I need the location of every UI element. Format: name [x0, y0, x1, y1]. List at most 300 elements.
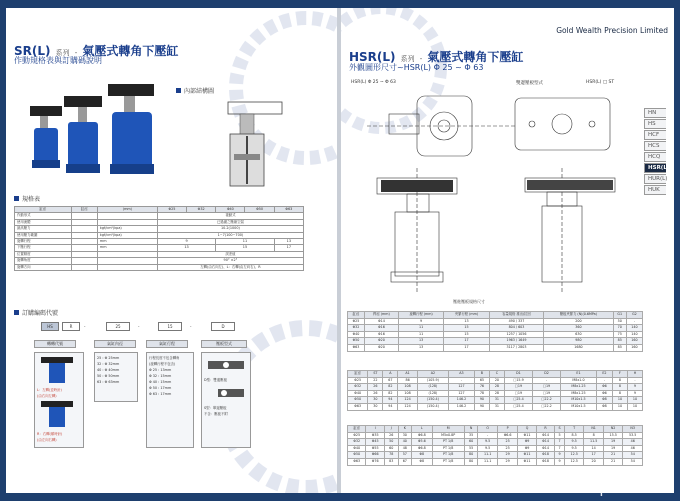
table-cell: 9	[627, 384, 642, 391]
tab-huk[interactable]: HUK	[644, 185, 666, 195]
table-header-row	[348, 371, 643, 378]
table-cell: Φ14	[536, 439, 554, 446]
table-cell: 8	[612, 377, 627, 384]
table-cell: 9	[555, 452, 565, 459]
bullet-square-icon	[14, 310, 19, 315]
table-cell: 15	[444, 325, 489, 332]
rotation-options: L：左轉(逆時針) (由右向左轉) R：右轉(順時針) (由左向右轉)	[34, 352, 84, 448]
table-cell: □25.4	[504, 403, 532, 410]
table-cell: 160	[626, 338, 642, 345]
title-prefix: HSR(L)	[349, 50, 396, 64]
spec-table	[14, 206, 304, 271]
table-cell: 30	[368, 403, 383, 410]
table-cell: 50	[613, 318, 626, 325]
table-cell: 15	[216, 245, 274, 251]
code-box-model: HS	[41, 322, 59, 331]
table-cell: M8x1.25	[561, 384, 597, 391]
table-row	[348, 377, 643, 384]
table-cell: 10	[612, 403, 627, 410]
table-cell: 26	[368, 384, 383, 391]
table-cell: PT 1/8	[432, 452, 464, 459]
table-cell: 31	[489, 397, 504, 404]
table-row	[348, 344, 643, 351]
bullet-square-icon	[176, 88, 181, 93]
table-cell: 65	[474, 377, 489, 384]
spec-heading: 規格表	[14, 194, 40, 203]
table-cell: 7	[555, 439, 565, 446]
table-cell: 31	[489, 403, 504, 410]
table-cell: 作動形式	[15, 213, 72, 219]
table-row	[348, 325, 643, 332]
table-cell: Φ11	[518, 458, 536, 465]
table-cell: Φ14	[536, 445, 554, 452]
table-header-row	[348, 312, 643, 319]
table-header-cell: G2	[626, 312, 642, 319]
tab-hcf[interactable]: HCF	[644, 130, 666, 140]
order-code-heading: 訂購編碼代號	[14, 308, 58, 317]
cylinder-small	[30, 106, 62, 168]
table-row	[348, 403, 643, 410]
table-cell: 26	[368, 390, 383, 397]
table-cell: kgf/cm²(kpa)	[97, 226, 157, 232]
title-main: 氣壓式轉角下壓缸	[82, 44, 179, 58]
table-row	[348, 390, 643, 397]
table-cell: Φ20	[364, 344, 398, 351]
table-cell: 11.1	[478, 458, 498, 465]
table-cell: (128)	[417, 384, 448, 391]
table-cell: Φ9	[518, 439, 536, 446]
title-prefix: SR(L)	[14, 44, 51, 58]
bore-option: 50 : Φ 50mm	[97, 374, 120, 378]
table-header-cell: D2	[532, 371, 560, 378]
table-cell: Φ50	[348, 452, 366, 459]
table-cell: 980	[544, 338, 613, 345]
table-row	[348, 432, 643, 439]
table-cell: M8x1.0	[561, 377, 597, 384]
table-cell: Φ9	[518, 445, 536, 452]
table-header-cell: N2	[603, 426, 623, 433]
rotation-diagram-icon	[37, 355, 77, 385]
table-cell: -	[449, 377, 475, 384]
table-cell: 54	[623, 452, 643, 459]
code-separator: -	[138, 324, 140, 329]
table-row	[348, 445, 643, 452]
stroke-options	[146, 352, 194, 448]
table-cell: Φ63	[348, 458, 366, 465]
cylinder-medium	[64, 96, 102, 173]
table-header-cell: G1	[613, 312, 626, 319]
table-header-cell: O	[478, 426, 498, 433]
table-cell: 26	[384, 432, 398, 439]
table-cell: 80	[464, 458, 478, 465]
title-separator: -	[419, 55, 423, 63]
table-cell: 17	[444, 344, 489, 351]
table-cell: Φ8	[596, 403, 612, 410]
table-cell: 1963 / 1649	[489, 338, 544, 345]
bore-options	[94, 352, 138, 402]
table-cell: 146.2	[449, 397, 475, 404]
table-header-cell: Φ40	[216, 207, 245, 213]
table-cell	[97, 264, 157, 270]
table-cell: 57	[398, 452, 412, 459]
table-cell: 90° ±2°	[157, 258, 303, 264]
table-cell: 誤差值	[157, 251, 303, 257]
table-cell: □15.9	[504, 377, 532, 384]
option-head-stroke: 氣缸行程	[146, 340, 188, 348]
table-cell: 複動式	[157, 213, 303, 219]
table-cell: 124	[398, 397, 417, 404]
table-cell: Φ40	[348, 331, 365, 338]
table-cell: 25	[497, 445, 517, 452]
stroke-option: (旋轉行程不包含)	[149, 362, 176, 366]
tab-hn[interactable]: HN	[644, 108, 666, 118]
table-header-cell: L	[412, 426, 432, 433]
option-head-bore: 氣缸內徑	[94, 340, 136, 348]
internal-structure-drawing	[206, 94, 296, 194]
table-header-cell: 夾緊行程 (mm)	[444, 312, 489, 319]
table-cell: Φ8	[412, 452, 432, 459]
table-cell: 最高壓力	[15, 226, 72, 232]
table-header-cell: 缸徑	[71, 207, 97, 213]
table-cell: 1~7(100~700)	[157, 232, 303, 238]
table-cell: 50	[384, 439, 398, 446]
table-cell: 83	[384, 458, 398, 465]
company-name: Gold Wealth Precision Limited	[556, 26, 668, 35]
stroke-option: Φ 63 : 17mm	[149, 392, 172, 396]
table-cell: 28	[489, 390, 504, 397]
table-row	[348, 318, 643, 325]
table-header-cell: Φ63	[274, 207, 303, 213]
table-cell: Φ8	[596, 397, 612, 404]
table-cell: (150.4)	[417, 403, 448, 410]
table-header-cell: Φ32	[187, 207, 216, 213]
code-separator: -	[84, 324, 86, 329]
table-header-cell: T	[564, 426, 584, 433]
table-cell: 1680	[544, 344, 613, 351]
watermark: china.makepolo.com	[507, 479, 672, 497]
table-cell: 67	[383, 377, 398, 384]
table-cell: 76	[474, 384, 489, 391]
code-box-stroke: 15	[158, 322, 182, 331]
table-cell: 90	[474, 397, 489, 404]
table-cell: 29	[497, 458, 517, 465]
stroke-option: 行程長度不包含轉角	[149, 356, 180, 360]
table-cell: kgf/cm²(kpa)	[97, 232, 157, 238]
bore-option: 25 : Φ 25mm	[97, 356, 120, 360]
table-cell: 60	[384, 445, 398, 452]
table-cell: 127	[449, 390, 475, 397]
table-cell: 11	[216, 239, 274, 245]
table-cell: 108	[398, 384, 417, 391]
table-cell: 15	[444, 331, 489, 338]
table-cell: Φ20	[364, 338, 398, 345]
table-cell: mm	[97, 239, 157, 245]
table-cell: 630	[544, 331, 613, 338]
technical-drawing	[347, 88, 637, 298]
title-separator: -	[74, 49, 78, 57]
table-cell: 9.5	[478, 445, 498, 452]
table-cell: 9	[157, 239, 215, 245]
option-head-rotation: 轉轉代號	[34, 340, 76, 348]
table-cell: 46	[623, 439, 643, 446]
table-cell: 3117 / 2803	[489, 344, 544, 351]
table-header-cell: B	[474, 371, 489, 378]
table-cell: 85	[613, 338, 626, 345]
tab-hcq[interactable]: HCQ	[644, 152, 666, 162]
table-cell: 40	[398, 439, 412, 446]
table-cell: (150.4)	[417, 397, 448, 404]
table-header-cell: A	[383, 371, 398, 378]
table-cell: 78	[474, 390, 489, 397]
table-cell: Φ40	[348, 390, 368, 397]
table-header-cell: N1	[584, 426, 604, 433]
table-cell: 55	[464, 445, 478, 452]
table-header-cell: A2	[417, 371, 448, 378]
tab-hcs[interactable]: HCS	[644, 141, 666, 151]
table-cell: 13	[398, 344, 443, 351]
table-cell: 5	[555, 432, 565, 439]
table-cell: -	[532, 377, 560, 384]
table-cell: M5x0.8P	[432, 432, 464, 439]
table-cell: PT 1/8	[432, 458, 464, 465]
table-cell: Φ5.6	[412, 439, 432, 446]
table-header-cell: 缸徑	[15, 207, 72, 213]
table-cell: M8x1.25	[561, 390, 597, 397]
table-header-cell: E1	[561, 371, 597, 378]
table-cell: 86	[398, 377, 417, 384]
tab-hs[interactable]: HS	[644, 119, 666, 129]
table-cell: Φ32	[348, 325, 365, 332]
table-cell: 124	[398, 403, 417, 410]
table-cell: Φ8	[412, 458, 432, 465]
table-row	[348, 458, 643, 465]
table-header-cell: J	[384, 426, 398, 433]
table-cell: 21	[603, 452, 623, 459]
table-cell: Φ6.6	[497, 432, 517, 439]
dimension-table-2	[347, 370, 643, 411]
table-cell: 75	[613, 331, 626, 338]
table-cell: 11.5	[584, 439, 604, 446]
table-cell: 7	[555, 445, 565, 452]
table-row	[348, 452, 643, 459]
table-cell: 8	[612, 390, 627, 397]
table-cell: Φ14	[364, 318, 398, 325]
table-cell: Φ63	[348, 344, 365, 351]
table-cell: Φ11	[518, 452, 536, 459]
table-header-cell: 容量規格 推出/拉回	[489, 312, 544, 319]
table-cell: 13	[398, 338, 443, 345]
code-box-bore: 25	[106, 322, 130, 331]
table-cell: -	[596, 377, 612, 384]
table-cell: Φ76	[366, 458, 384, 465]
table-cell: -	[627, 377, 642, 384]
table-cell: 53.5	[623, 432, 643, 439]
table-cell: Φ6.8	[412, 432, 432, 439]
table-cell: 11.1	[478, 452, 498, 459]
table-cell: 使用流體	[15, 219, 72, 225]
table-header-cell: M	[432, 426, 464, 433]
stroke-option: Φ 50 : 17mm	[149, 386, 172, 390]
table-cell: 旋轉方向	[15, 264, 72, 270]
table-header-cell: Q	[518, 426, 536, 433]
table-cell: 20	[584, 458, 604, 465]
table-cell: 17	[584, 452, 604, 459]
table-cell: Φ66	[366, 452, 384, 459]
table-cell: 13	[157, 245, 215, 251]
table-header-cell: P	[497, 426, 517, 433]
table-header-cell: 缸徑	[348, 426, 366, 433]
table-cell: 8	[612, 384, 627, 391]
table-header-cell: K	[398, 426, 412, 433]
table-cell: 14	[584, 445, 604, 452]
table-header-row	[348, 426, 643, 433]
table-cell: □19	[532, 390, 560, 397]
stroke-option: Φ 32 : 15mm	[149, 374, 172, 378]
table-cell: 8.5	[564, 432, 584, 439]
table-row	[348, 338, 643, 345]
table-cell: Φ25	[348, 377, 368, 384]
option-head-clamp: 壓板型式	[201, 340, 247, 348]
table-cell: 旋轉行程	[15, 239, 72, 245]
table-cell: 9	[398, 318, 443, 325]
table-cell: 19	[603, 445, 623, 452]
table-cell: 90	[474, 403, 489, 410]
table-cell: □19	[532, 384, 560, 391]
table-row	[348, 331, 643, 338]
bullet-square-icon	[14, 196, 19, 201]
table-header-cell: S	[555, 426, 565, 433]
table-header-cell: F	[612, 371, 627, 378]
table-header-cell: N	[464, 426, 478, 433]
table-cell: Φ18	[536, 452, 554, 459]
table-cell: 804 / 603	[489, 325, 544, 332]
dimension-caption: 壓進壓板規格尺寸	[453, 299, 485, 304]
double-clamp-icon	[204, 355, 248, 375]
table-cell: □22.2	[532, 397, 560, 404]
table-cell: 35	[464, 432, 478, 439]
dimension-table-3	[347, 425, 643, 466]
table-cell: 140	[626, 325, 642, 332]
product-photo	[26, 78, 161, 188]
table-cell: 80	[464, 452, 478, 459]
table-cell: 13	[444, 318, 489, 325]
table-cell: 10.2(1000)	[157, 226, 303, 232]
table-cell: 94	[383, 397, 398, 404]
table-cell: 1257 / 1056	[489, 331, 544, 338]
tab-hurl[interactable]: HUR(L)	[644, 174, 666, 184]
table-cell: 9.5	[564, 445, 584, 452]
table-cell: 25	[497, 439, 517, 446]
table-cell: Φ45	[366, 439, 384, 446]
table-cell: Φ16	[364, 325, 398, 332]
table-cell: (105.9)	[417, 377, 448, 384]
table-cell: -	[626, 318, 642, 325]
table-cell: 82	[383, 390, 398, 397]
view-label: HSR(L) Φ 25 ~ Φ 63	[351, 80, 396, 85]
left-page	[6, 8, 337, 493]
table-cell: Φ25	[348, 432, 366, 439]
right-page	[341, 8, 674, 493]
bore-option: 40 : Φ 40mm	[97, 368, 120, 372]
table-cell: Φ50	[348, 338, 365, 345]
internal-structure-heading: 內部結構圖	[176, 86, 214, 95]
table-cell: Φ55	[366, 445, 384, 452]
table-cell: Φ63	[348, 403, 368, 410]
table-cell: Φ32	[348, 439, 366, 446]
table-cell: 17	[274, 245, 303, 251]
dimension-table-1	[347, 311, 643, 352]
table-cell: M10x1.5	[561, 403, 597, 410]
table-cell: Φ32	[348, 384, 368, 391]
bore-option: 32 : Φ 32mm	[97, 362, 120, 366]
table-cell: 12.5	[564, 458, 584, 465]
table-cell: 54	[623, 458, 643, 465]
table-cell: □25.4	[504, 397, 532, 404]
table-header-cell: 缸徑	[348, 371, 368, 378]
table-cell: 30	[368, 397, 383, 404]
table-cell: mm	[97, 245, 157, 251]
table-header-cell: Φ50	[245, 207, 274, 213]
title-series: 系列	[400, 55, 415, 63]
table-cell: Φ18	[536, 458, 554, 465]
table-row	[348, 397, 643, 404]
table-cell: 旋轉角度	[15, 258, 72, 264]
table-cell: 19	[603, 439, 623, 446]
table-cell: 位置精度	[15, 251, 72, 257]
table-cell: 10	[627, 403, 642, 410]
table-cell: 左轉(由右向左)、L：右轉(由左向右)、R	[157, 264, 303, 270]
clamp-type-label: 雙邊壓板型式	[516, 81, 543, 86]
table-header-cell: A1	[398, 371, 417, 378]
table-header-cell: E2	[596, 371, 612, 378]
table-cell: 360	[544, 325, 613, 332]
table-cell: 22	[368, 377, 383, 384]
tab-hsrl[interactable]: HSR(L)	[644, 163, 666, 173]
table-header-cell: D1	[504, 371, 532, 378]
table-header-cell: R	[536, 426, 554, 433]
table-cell: 9	[627, 390, 642, 397]
table-cell: Φ40	[348, 445, 366, 452]
table-cell: 9	[555, 458, 565, 465]
table-cell: 108	[398, 390, 417, 397]
table-cell: 12.5	[564, 452, 584, 459]
title-series: 系列	[55, 49, 70, 57]
table-cell: Φ35	[366, 432, 384, 439]
table-cell: 使用壓力範圍	[15, 232, 72, 238]
table-cell: 200	[544, 318, 613, 325]
table-cell: 94	[383, 403, 398, 410]
stroke-option: Φ 40 : 15mm	[149, 380, 172, 384]
table-cell: Φ6	[596, 390, 612, 397]
table-header-cell: 旋轉行程 (mm)	[398, 312, 443, 319]
table-cell: 10	[612, 397, 627, 404]
table-cell: □19	[504, 390, 532, 397]
table-header-cell: 壓板夾緊力 (N)(0.6MPa)	[544, 312, 613, 319]
table-header-cell: Φ25	[157, 207, 186, 213]
table-cell: -	[478, 432, 498, 439]
code-separator: -	[190, 324, 192, 329]
table-cell: PT 1/8	[432, 439, 464, 446]
table-header-cell: A3	[449, 371, 475, 378]
table-cell: 127	[449, 384, 475, 391]
single-clamp-icon	[204, 383, 248, 403]
table-cell: 28	[489, 384, 504, 391]
table-header-cell: C	[489, 371, 504, 378]
table-cell: 已過濾之壓縮空氣	[157, 219, 303, 225]
table-cell: 下壓行程	[15, 245, 72, 251]
table-cell: 9.5	[478, 439, 498, 446]
table-cell: □22.2	[532, 403, 560, 410]
